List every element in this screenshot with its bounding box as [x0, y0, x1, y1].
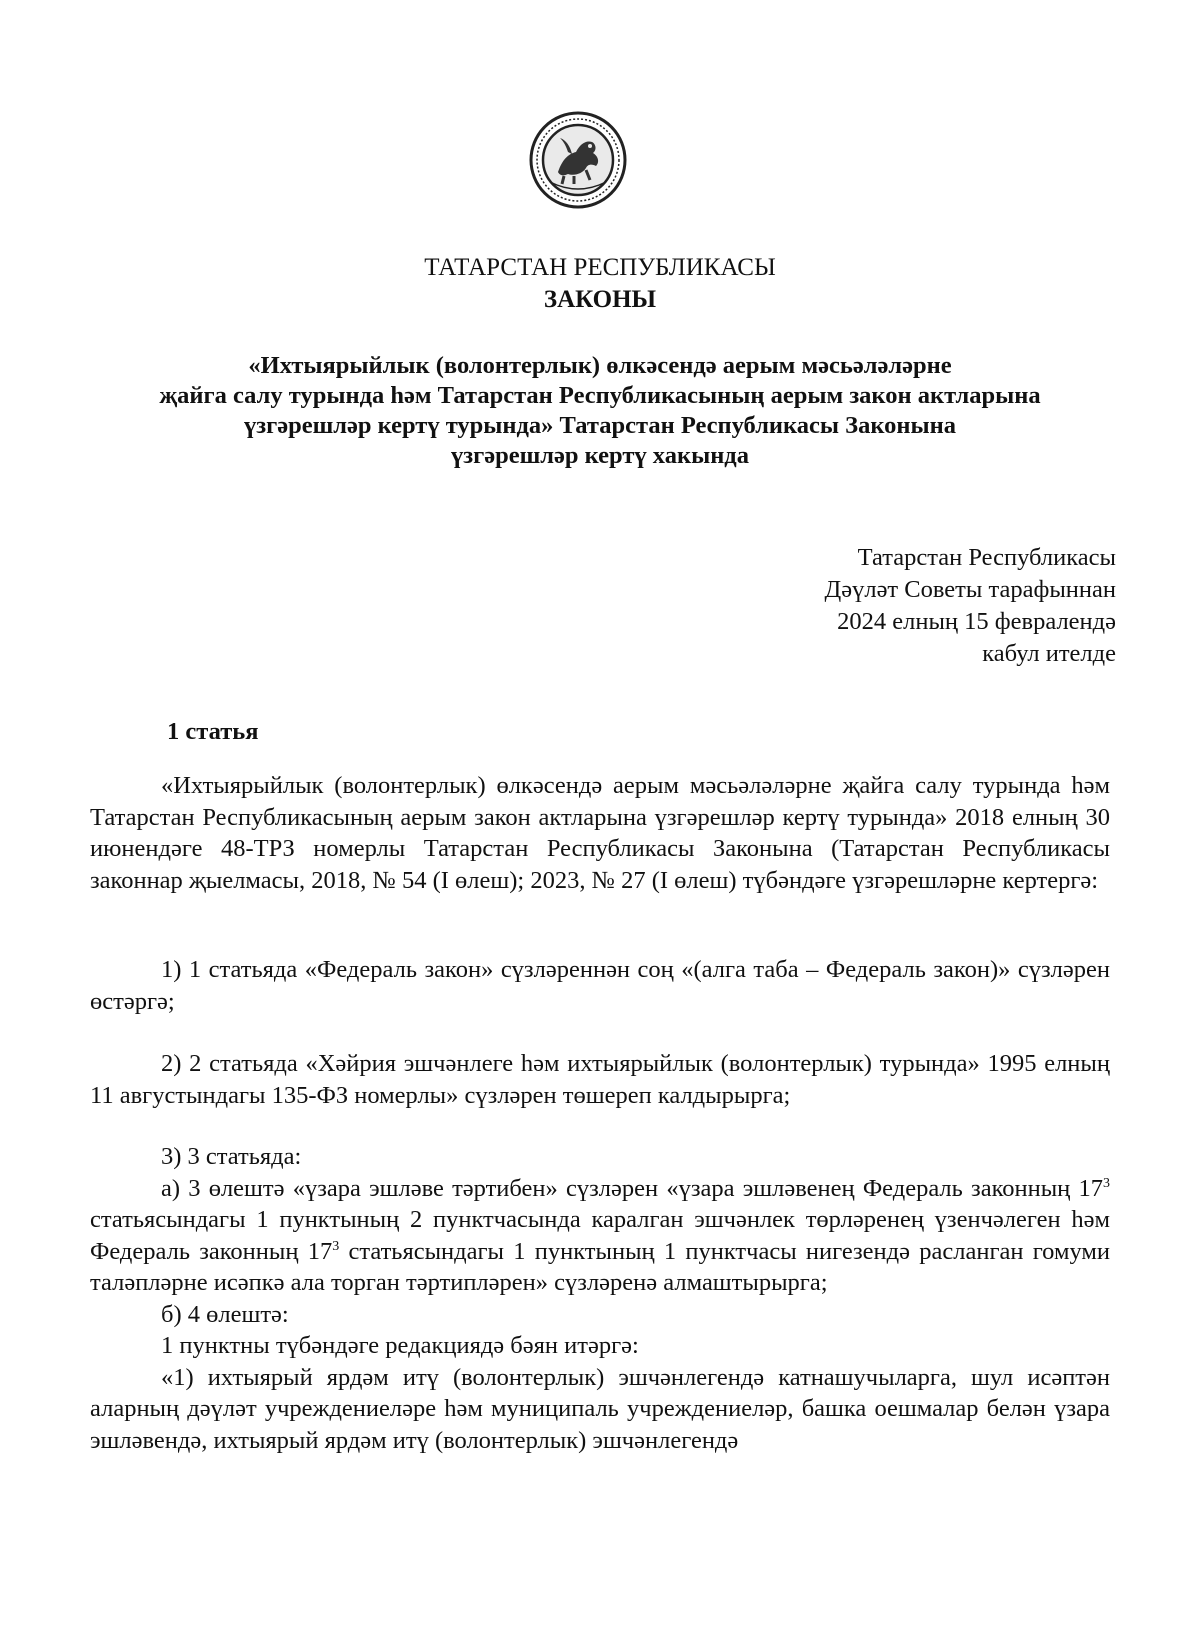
paragraph-intro: «Ихтыярыйлык (волонтерлык) өлкәсендә аерым мәсьәләләрне җайга салу турында һәм Татарстан Республикасының аерым закон актларына үзгәрешләр кертү турында» 2018 елның 30 июнендәге 48-ТРЗ номерлы Татарстан Республикасы Законына (Татарстан Республикасы законнар җыелмасы, 2018, № 54 (I өлеш); 2023, № 27 (I өлеш) түбәндәге үзгәрешләрне кертергә: — [90, 772, 1110, 894]
paragraph-item-1: 1) 1 статьяда «Федераль закон» сүзләреннән соң «(алга таба – Федераль закон)» сүзләрен өстәргә; — [90, 956, 1110, 1015]
title-line: «Ихтыярыйлык (волонтерлык) өлкәсендә аерым мәсьәләләрне — [248, 352, 952, 379]
law-title — [60, 351, 1140, 471]
coat-of-arms-emblem — [528, 110, 628, 210]
article-item-1 — [90, 954, 1110, 1017]
title-line: җайга салу турында һәм Татарстан Республикасының аерым закон актларына — [159, 382, 1041, 409]
item-3a-text: статьясындагы 1 пунктының 2 пунктчасында каралган эшчәнлек төрләренең үзенчәлеген һәм Федераль законның 17 — [90, 1206, 1110, 1265]
article-item-2 — [90, 1048, 1110, 1111]
superscript: 3 — [332, 1238, 340, 1254]
title-line: үзгәрешләр кертү хакында — [451, 442, 749, 469]
title-line: үзгәрешләр кертү турында» Татарстан Республикасы Законына — [243, 412, 957, 439]
paragraph-item-3b: б) 4 өлештә: — [161, 1300, 289, 1328]
item-3a-text: статьясындагы 1 пунктының 1 пунктчасы нигезендә расланган гомуми таләпләрне исәпкә ала торган тәртипләрен» сүзләренә алмаштырырга; — [90, 1237, 1110, 1296]
superscript: 3 — [1103, 1175, 1110, 1191]
paragraph-item-3a — [90, 1173, 1110, 1299]
paragraph-item-3b-quote: «1) ихтыярый ярдәм итү (волонтерлык) эшчәнлегендә катнашучыларга, шул исәптән аларның дәүләт учреждениеләре һәм муниципаль учреждениеләр, башка оешмалар белән үзара эшләвендә, ихтыярый ярдәм итү (волонтерлык) эшчәнлегендә — [90, 1363, 1110, 1454]
adoption-line: Дәүләт Советы тарафыннан — [824, 576, 1116, 603]
article-intro — [90, 770, 1110, 896]
adoption-note — [825, 542, 1117, 670]
republic-heading: ТАТАРСТАН РЕСПУБЛИКАСЫ — [424, 254, 776, 281]
article-item-3 — [90, 1141, 1110, 1456]
law-heading: ЗАКОНЫ — [543, 286, 657, 313]
paragraph-item-2: 2) 2 статьяда «Хәйрия эшчәнлеге һәм ихтыярыйлык (волонтерлык) турында» 1995 елның 11 августындагы 135-ФЗ номерлы» сүзләрен төшереп калдырырга; — [90, 1050, 1110, 1109]
paragraph-item-3: 3) 3 статьяда: — [161, 1143, 302, 1170]
article-heading: 1 статья — [167, 718, 259, 745]
paragraph-item-3b-line: 1 пунктны түбәндәге редакциядә бәян итәргә: — [161, 1332, 639, 1359]
adoption-line: 2024 елның 15 февралендә — [837, 608, 1116, 635]
adoption-line: кабул ителде — [982, 640, 1116, 667]
adoption-line: Татарстан Республикасы — [857, 544, 1116, 571]
item-3a-text: а) 3 өлештә «үзара эшләве тәртибен» сүзләрен «үзара эшләвенең Федераль законның 17 — [161, 1174, 1103, 1202]
